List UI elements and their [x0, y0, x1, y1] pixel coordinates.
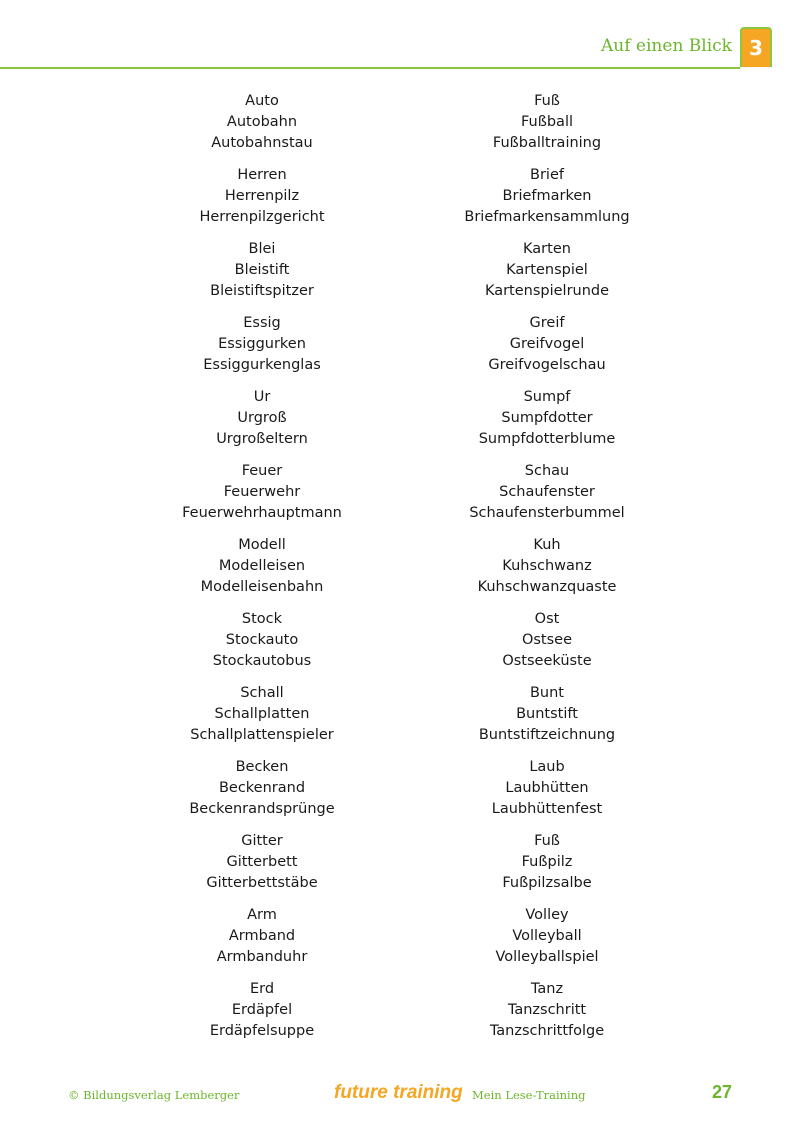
- book-subtitle: Mein Lese-Training: [472, 1088, 586, 1102]
- word-group: [417, 905, 677, 979]
- word-group: [417, 239, 677, 313]
- word-item: Fußpilzsalbe: [502, 875, 592, 891]
- word-column-right: [417, 91, 677, 1053]
- word-item: Stockautobus: [212, 653, 312, 669]
- word-item: Kartenspiel: [506, 262, 588, 278]
- word-group: [417, 313, 677, 387]
- word-item: Gitterbettstäbe: [206, 875, 318, 891]
- word-item: Tanzschritt: [507, 1002, 587, 1018]
- word-item: Fußball: [520, 114, 574, 130]
- word-item: Ostsee: [521, 632, 573, 648]
- word-group: [417, 165, 677, 239]
- word-item: Ostseeküste: [502, 653, 592, 669]
- word-item: Erdäpfelsuppe: [209, 1023, 315, 1039]
- word-item: Fußpilz: [521, 854, 573, 870]
- word-item: Essiggurkenglas: [203, 357, 321, 373]
- word-item: Laub: [529, 759, 565, 775]
- word-group: [132, 683, 392, 757]
- word-group: [132, 239, 392, 313]
- word-column-left: [132, 91, 392, 1053]
- word-item: Beckenrand: [218, 780, 306, 796]
- word-item: Essiggurken: [218, 336, 306, 352]
- word-item: Stockauto: [225, 632, 299, 648]
- word-item: Tanzschrittfolge: [489, 1023, 605, 1039]
- word-item: Herren: [237, 167, 287, 183]
- word-item: Feuerwehr: [223, 484, 301, 500]
- word-item: Gitter: [241, 833, 283, 849]
- page-number: 27: [711, 1082, 732, 1102]
- word-item: Sumpf: [523, 389, 571, 405]
- word-group: [132, 313, 392, 387]
- word-group: [132, 757, 392, 831]
- word-group: [417, 535, 677, 609]
- word-item: Modelleisen: [218, 558, 306, 574]
- word-item: Schaufenster: [499, 484, 595, 500]
- word-item: Tanz: [530, 981, 564, 997]
- word-item: Erdäpfel: [231, 1002, 293, 1018]
- word-item: Feuer: [241, 463, 283, 479]
- word-item: Buntstiftzeichnung: [478, 727, 616, 743]
- word-group: [417, 683, 677, 757]
- word-item: Autobahn: [226, 114, 298, 130]
- word-item: Armband: [228, 928, 296, 944]
- word-item: Gitterbett: [226, 854, 298, 870]
- word-item: Fußballtraining: [492, 135, 602, 151]
- word-item: Greifvogelschau: [488, 357, 606, 373]
- word-item: Feuerwehrhauptmann: [182, 505, 342, 521]
- word-group: [417, 387, 677, 461]
- word-item: Stock: [241, 611, 283, 627]
- word-group: [132, 387, 392, 461]
- word-item: Kuh: [533, 537, 561, 553]
- word-item: Herrenpilz: [224, 188, 300, 204]
- word-group: [417, 461, 677, 535]
- word-item: Bleistift: [234, 262, 290, 278]
- word-item: Modelleisenbahn: [200, 579, 324, 595]
- word-item: Urgroßeltern: [216, 431, 308, 447]
- word-item: Schau: [524, 463, 570, 479]
- word-group: [417, 91, 677, 165]
- word-item: Blei: [248, 241, 276, 257]
- word-item: Auto: [245, 93, 279, 109]
- word-item: Kuhschwanz: [502, 558, 592, 574]
- word-item: Greifvogel: [509, 336, 585, 352]
- word-group: [417, 979, 677, 1053]
- word-group: [132, 461, 392, 535]
- word-item: Herrenpilzgericht: [199, 209, 325, 225]
- word-item: Ur: [253, 389, 271, 405]
- word-item: Bunt: [529, 685, 564, 701]
- word-item: Beckenrandsprünge: [189, 801, 335, 817]
- word-item: Buntstift: [516, 706, 578, 722]
- word-group: [132, 979, 392, 1053]
- header-divider: [0, 67, 740, 69]
- word-group: [132, 535, 392, 609]
- word-item: Greif: [529, 315, 565, 331]
- word-group: [132, 905, 392, 979]
- word-group: [132, 165, 392, 239]
- copyright-notice: © Bildungsverlag Lemberger: [68, 1088, 240, 1102]
- word-item: Laubhüttenfest: [491, 801, 603, 817]
- word-item: Schallplatten: [214, 706, 310, 722]
- word-item: Kuhschwanzquaste: [477, 579, 617, 595]
- word-item: Essig: [243, 315, 281, 331]
- chapter-badge: 3: [740, 27, 772, 67]
- word-item: Sumpfdotterblume: [478, 431, 616, 447]
- word-item: Arm: [247, 907, 277, 923]
- page-footer: [0, 1082, 800, 1110]
- word-item: Briefmarkensammlung: [464, 209, 630, 225]
- word-item: Modell: [238, 537, 286, 553]
- word-item: Volley: [525, 907, 569, 923]
- word-group: [132, 609, 392, 683]
- word-item: Brief: [530, 167, 564, 183]
- word-group: [417, 757, 677, 831]
- word-item: Urgroß: [237, 410, 287, 426]
- word-item: Kartenspielrunde: [484, 283, 610, 299]
- word-item: Volleyball: [512, 928, 582, 944]
- word-item: Schaufensterbummel: [469, 505, 625, 521]
- word-item: Schall: [240, 685, 284, 701]
- word-item: Briefmarken: [502, 188, 592, 204]
- word-item: Fuß: [534, 833, 560, 849]
- word-group: [132, 831, 392, 905]
- word-item: Karten: [523, 241, 571, 257]
- word-item: Fuß: [534, 93, 560, 109]
- word-item: Ost: [534, 611, 560, 627]
- word-group: [132, 91, 392, 165]
- word-item: Laubhütten: [505, 780, 589, 796]
- word-group: [417, 609, 677, 683]
- word-item: Erd: [249, 981, 275, 997]
- section-title: Auf einen Blick: [601, 36, 732, 56]
- word-item: Armbanduhr: [216, 949, 308, 965]
- word-item: Becken: [235, 759, 289, 775]
- word-item: Schallplattenspieler: [190, 727, 334, 743]
- word-item: Sumpfdotter: [501, 410, 593, 426]
- word-group: [417, 831, 677, 905]
- word-item: Autobahnstau: [211, 135, 313, 151]
- brand-logo-text: future training: [334, 1082, 463, 1103]
- word-item: Volleyballspiel: [495, 949, 599, 965]
- word-item: Bleistiftspitzer: [210, 283, 314, 299]
